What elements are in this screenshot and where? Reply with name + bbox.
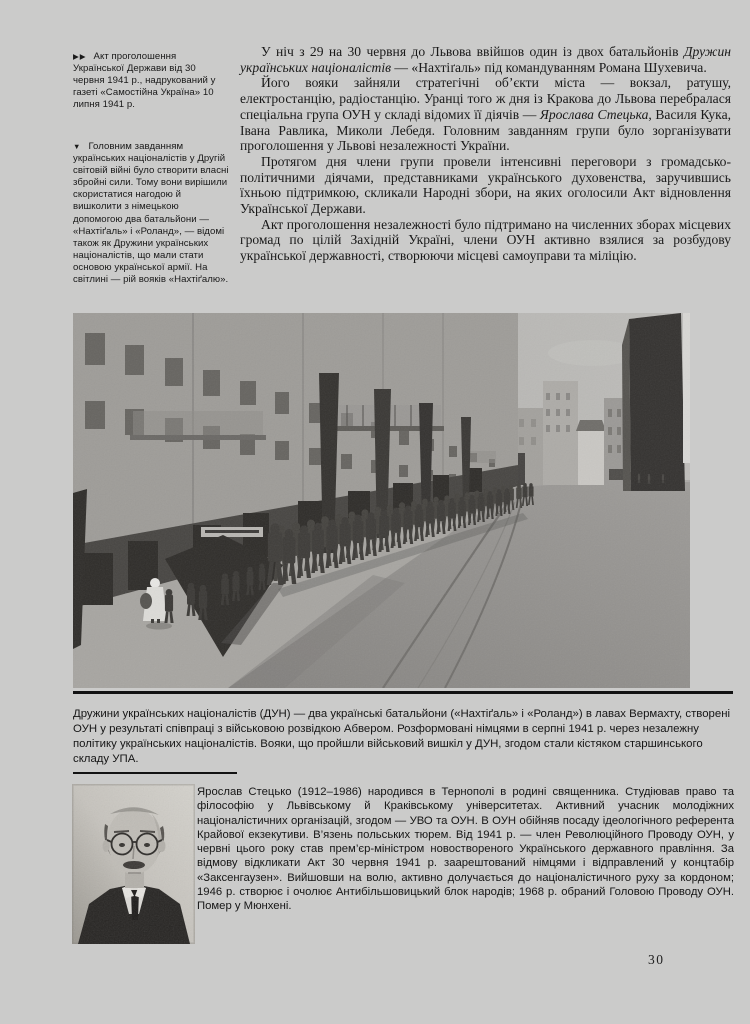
body-paragraph: У ніч з 29 на 30 червня до Львова ввійшов один із двох батальйонів Дружин українських націоналістів — «Нахтіґаль» під командуванням Романа Шухевича.: [240, 44, 731, 75]
page-number: 30: [648, 952, 665, 967]
sidebar-caption-battalions: [73, 141, 230, 286]
portrait-photo: [72, 784, 195, 944]
sidebar-caption-text: Акт проголошення Української Держави від 30 червня 1941 р., надрукований у газеті «Самостійна Україна» 10 липня 1941 р.: [73, 51, 216, 111]
short-divider-rule: [73, 772, 237, 774]
portrait-illustration: [72, 784, 195, 944]
triangle-down-icon: ▼: [73, 141, 82, 151]
street-photo-illustration: [73, 313, 690, 688]
street-photo: [73, 313, 690, 688]
double-arrow-right-icon: ▶▶: [73, 51, 87, 61]
main-text: [240, 44, 731, 264]
sidebar-caption-act: [73, 51, 230, 111]
body-paragraph: Протягом дня члени групи провели інтенсивні переговори з громадсько-політичними діячами, представниками українського духовенства, заручившись їхньою підтримкою, скликали Народні збори, на яких оголосили Акт відновлення Української Держави.: [240, 153, 731, 217]
bio-text: Ярослав Стецько (1912–1986) народився в Тернополі в родині священника. Студіював право та філософію у Львівському й Краківському університетах. Активний учасник молодіжних націоналістичних організацій, згодом — УВО та ОУН. В ОУН обійняв посаду ідеологічного референта Крайової екзекутиви. В’язень польських тюрем. Від 1941 р. — член Революційного Проводу ОУН, у червні цього року став прем’єр-міністром новоствореного Українського державного правління. За відмову відкликати Акт 30 червня 1941 р. заарештований німцями і відправлений у концтабір «Заксенгаузен». Вийшовши на волю, активно долучається до націоналістичного руху за кордоном; 1946 р. створює і очолює Антибільшовицький блок народів; 1968 р. обраний Головою Проводу ОУН. Помер у Мюнхені.: [197, 786, 734, 913]
photo-grain-overlay: [73, 313, 690, 688]
portrait-grain-overlay: [72, 784, 195, 944]
horizontal-rule: [73, 691, 733, 694]
body-paragraph: Акт проголошення незалежності було підтримано на численних зборах місцевих громад по цілій Західній Україні, члени ОУН активно взялися за розбудову української державності, створюючи місцеві самоуправи та міліцію.: [240, 216, 731, 264]
photo-caption: Дружини українських націоналістів (ДУН) — два українські батальйони («Нахтіґаль» і «Роланд») в лавах Вермахту, створені ОУН у результаті співпраці з військовою розвідкою Абвером. Розформовані німцями в серпні 1941 р. через незалежну політику українських націоналістів. Вояки, що пройшли військовий вишкіл у ДУН, згодом стали кістяком старшинського складу УПА.: [73, 708, 731, 765]
sidebar-caption-text: Головним завданням українських націоналістів у Другій світовій війні було створити власні збройні сили. Тому вони вирішили скористатися нагодою й вишколити з німецькою допомогою два батальйони — «Нахтіґаль» і «Роланд», — відомі також як Дружини українських націоналістів, що мали стати основою української армії. На світлині — рій вояків «Нахтіґалю».: [73, 141, 229, 286]
body-paragraph: Його вояки зайняли стратегічні об’єкти міста — вокзал, ратушу, електростанцію, радіостанцію. Уранці того ж дня із Кракова до Львова перебралася спеціальна група ОУН у складі відомих її діячів — Ярослава Стецька, Василя Кука, Івана Равлика, Миколи Лебедя. Головним завданням групи було зорганізувати проголошення у Львові незалежності України.: [240, 75, 731, 154]
